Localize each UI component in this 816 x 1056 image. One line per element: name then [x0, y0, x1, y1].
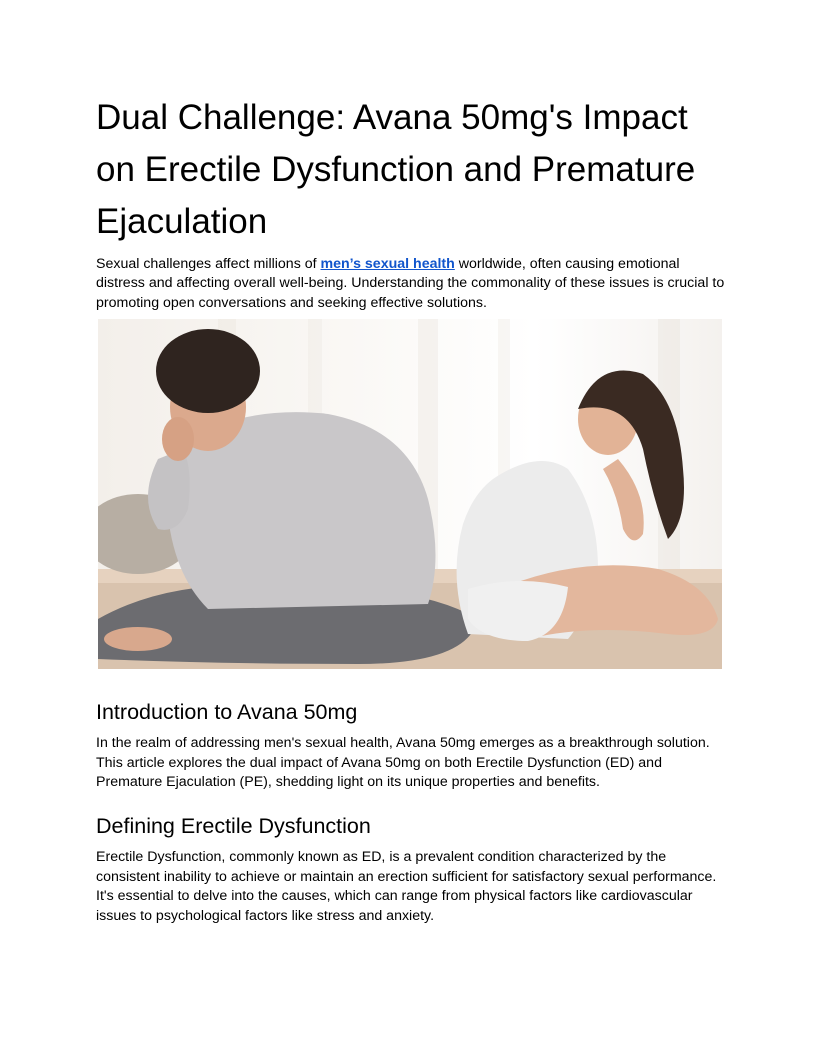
section-body-introduction: In the realm of addressing men's sexual health, Avana 50mg emerges as a breakthrough solution. This article explores the dual impact of Avana 50mg on both Erectile Dysfunction (ED) and Premature Ejaculation (PE), shedding light on its unique properties and benefits.: [96, 735, 710, 791]
couple-photo: [98, 319, 722, 669]
document-page: [96, 92, 728, 926]
page-title: Dual Challenge: Avana 50mg's Impact on Erectile Dysfunction and Premature Ejaculation: [96, 98, 696, 241]
section-heading-erectile-dysfunction: Defining Erectile Dysfunction: [96, 814, 371, 839]
intro-text-end: worldwide, often causing emotional distress and affecting overall well-being. Understanding the commonality of these issues is crucial to promoting open conversations and seeking effective solutions.: [96, 256, 725, 311]
section-heading-introduction: Introduction to Avana 50mg: [96, 700, 358, 725]
couple-illustration: [98, 319, 722, 669]
intro-paragraph: [96, 255, 728, 313]
mens-sexual-health-link[interactable]: men’s sexual health: [320, 256, 455, 272]
section-body-erectile-dysfunction: Erectile Dysfunction, commonly known as ED, is a prevalent condition characterized by the consistent inability to achieve or maintain an erection sufficient for satisfactory sexual performance. It's essential to delve into the causes, which can range from physical factors like cardiovascular issues to psychological factors like stress and anxiety.: [96, 849, 717, 924]
intro-text-start: Sexual challenges affect millions of: [96, 256, 321, 272]
